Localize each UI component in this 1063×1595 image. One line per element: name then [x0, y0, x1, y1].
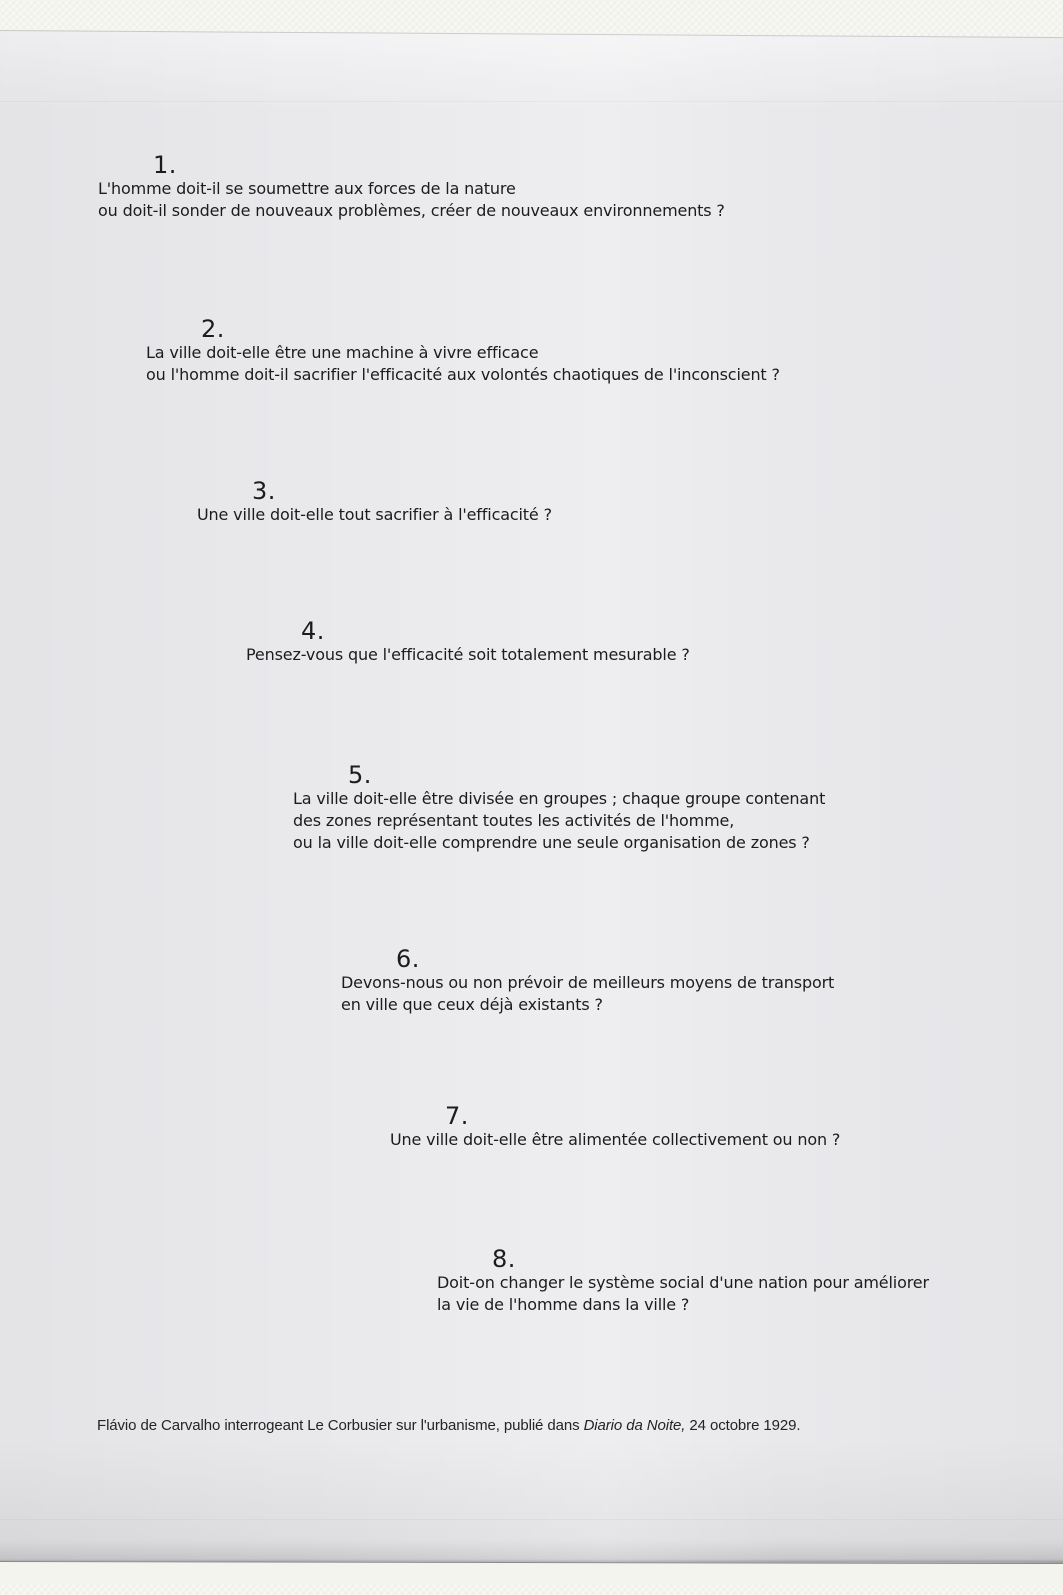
caption	[97, 1416, 800, 1436]
question-line: Devons-nous ou non prévoir de meilleurs moyens de transport	[341, 973, 835, 992]
question-number: 2.	[201, 315, 225, 343]
question-item	[197, 478, 552, 526]
question-line: La ville doit-elle être une machine à vivre efficace	[146, 343, 539, 362]
caption-publication-title: Diario da Noite,	[583, 1417, 686, 1434]
question-line: la vie de l'homme dans la ville ?	[437, 1295, 690, 1314]
question-item	[390, 1103, 840, 1151]
question-number: 6.	[396, 945, 420, 973]
question-item	[341, 946, 834, 1016]
paper-crease	[0, 1519, 1063, 1520]
question-item	[246, 618, 690, 666]
question-line: Pensez-vous que l'efficacité soit totalement mesurable ?	[246, 645, 690, 664]
question-line: ou la ville doit-elle comprendre une seule organisation de zones ?	[293, 833, 810, 852]
question-line: L'homme doit-il se soumettre aux forces de la nature	[98, 179, 516, 198]
question-number: 4.	[301, 617, 325, 645]
question-line: ou l'homme doit-il sacrifier l'efficacité aux volontés chaotiques de l'inconscient ?	[146, 365, 780, 384]
caption-date: 24 octobre 1929.	[685, 1417, 801, 1434]
question-item	[98, 152, 725, 222]
question-line: Une ville doit-elle être alimentée collectivement ou non ?	[390, 1130, 841, 1149]
question-line: La ville doit-elle être divisée en groupes ; chaque groupe contenant	[293, 789, 826, 808]
question-line: ou doit-il sonder de nouveaux problèmes, créer de nouveaux environnements ?	[98, 201, 725, 220]
question-number: 1.	[153, 151, 177, 179]
caption-text: Flávio de Carvalho interrogeant Le Corbusier sur l'urbanisme, publié dans	[97, 1417, 584, 1434]
question-number: 5.	[348, 761, 372, 789]
question-item	[293, 762, 825, 854]
question-item	[146, 316, 780, 386]
question-line: en ville que ceux déjà existants ?	[341, 995, 603, 1014]
paper-crease	[0, 101, 1063, 102]
question-line: des zones représentant toutes les activités de l'homme,	[293, 811, 735, 830]
wall-strip-bottom	[0, 1559, 1063, 1595]
question-line: Doit-on changer le système social d'une nation pour améliorer	[437, 1273, 929, 1292]
question-number: 3.	[252, 477, 276, 505]
question-number: 8.	[492, 1245, 516, 1273]
question-number: 7.	[445, 1102, 469, 1130]
question-line: Une ville doit-elle tout sacrifier à l'efficacité ?	[197, 505, 552, 524]
question-item	[437, 1246, 929, 1316]
